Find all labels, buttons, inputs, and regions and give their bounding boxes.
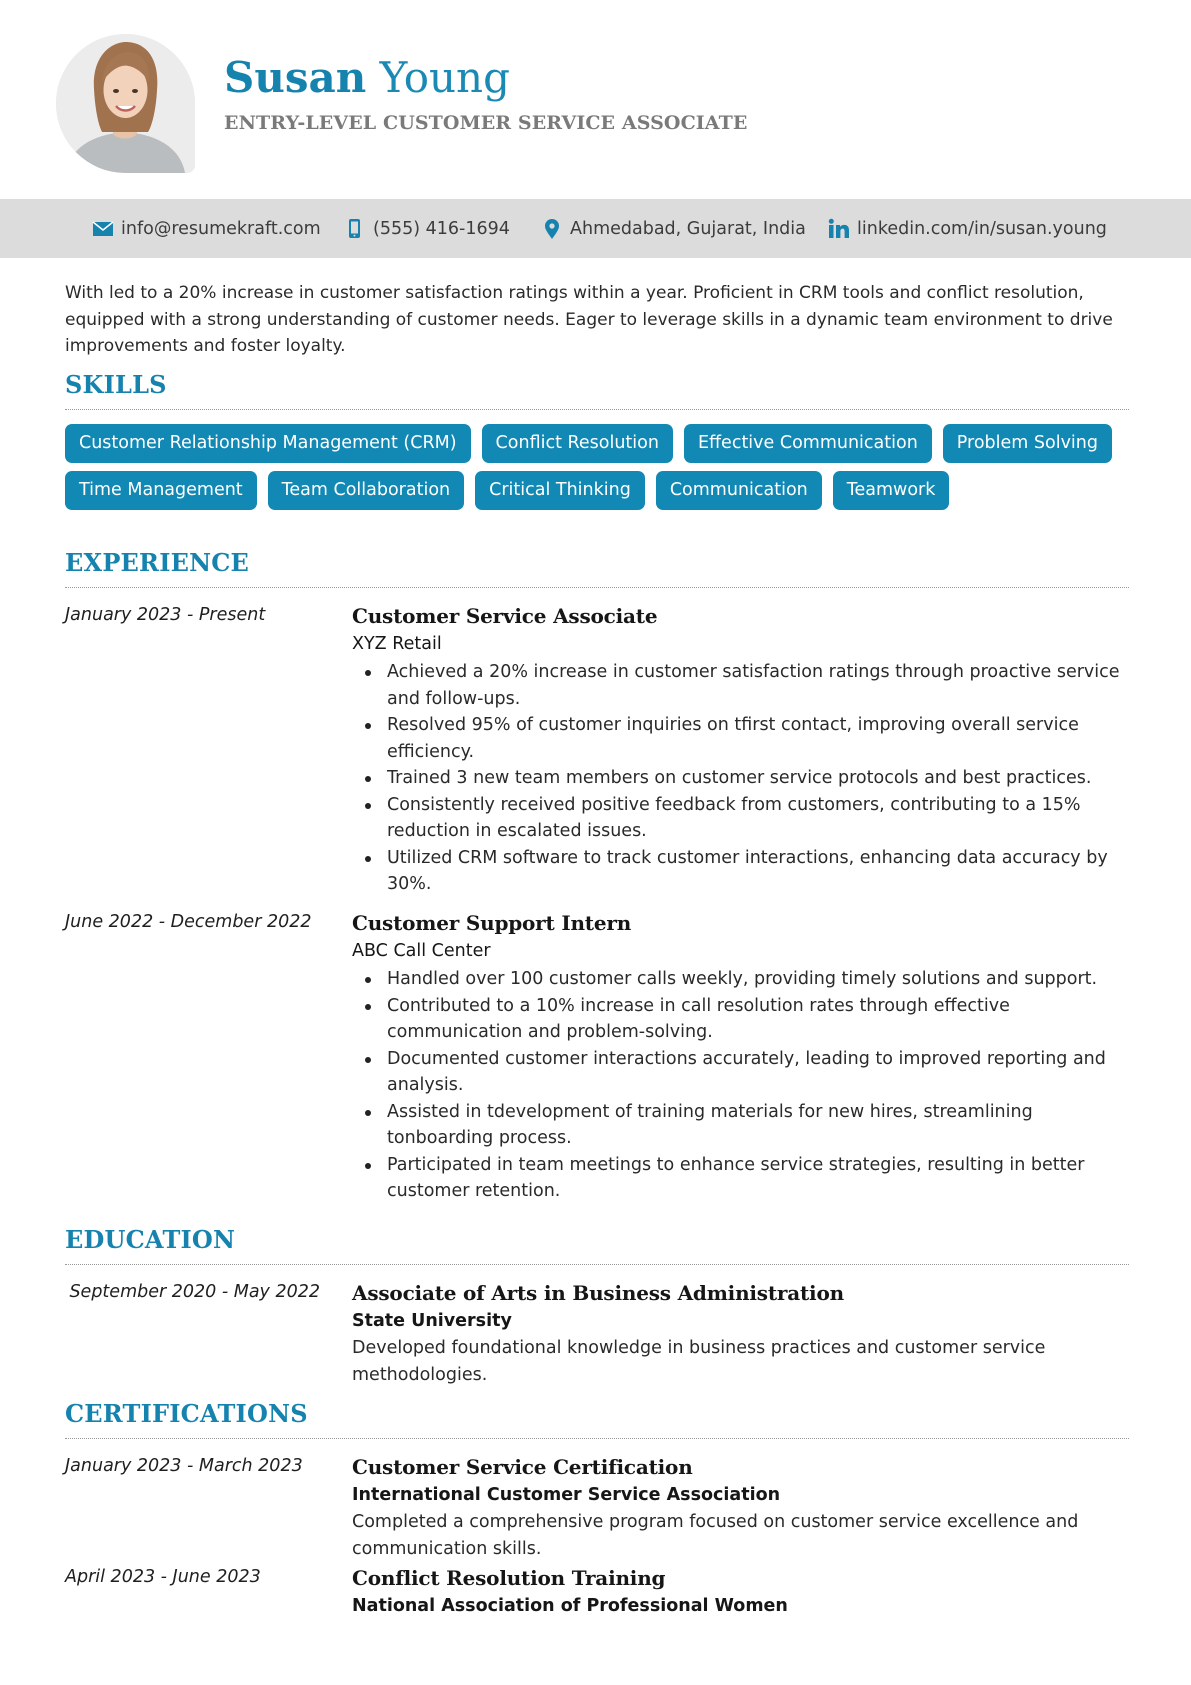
skill-chip: Problem Solving	[943, 424, 1112, 463]
achievement-item: Documented customer interactions accurately, leading to improved reporting and analysis.	[352, 1046, 1142, 1099]
achievement-item: Achieved a 20% increase in customer satisfaction ratings through proactive service and follow-ups.	[352, 659, 1142, 712]
company-name: XYZ Retail	[352, 634, 442, 654]
phone-text: (555) 416-1694	[373, 218, 510, 239]
job-title: ENTRY-LEVEL CUSTOMER SERVICE ASSOCIATE	[224, 112, 748, 134]
experience-divider	[65, 587, 1129, 588]
skills-list	[65, 424, 1145, 518]
entry-date: April 2023 - June 2023	[65, 1567, 261, 1587]
first-name: Susan	[224, 53, 367, 102]
entry-date: January 2023 - Present	[65, 605, 266, 625]
achievement-item: Participated in team meetings to enhance service strategies, resulting in better customer retention.	[352, 1152, 1142, 1205]
certification-name: Customer Service Certification	[352, 1455, 693, 1479]
skills-heading: SKILLS	[65, 370, 167, 399]
education-divider	[65, 1264, 1129, 1265]
contact-location	[541, 199, 806, 258]
entry-date: June 2022 - December 2022	[65, 912, 312, 932]
achievement-item: Trained 3 new team members on customer service protocols and best practices.	[352, 765, 1142, 792]
mobile-phone-icon	[344, 218, 366, 240]
certifications-divider	[65, 1438, 1129, 1439]
skills-divider	[65, 409, 1129, 410]
skill-chip: Effective Communication	[684, 424, 932, 463]
achievement-list	[352, 659, 1142, 898]
education-heading: EDUCATION	[65, 1225, 236, 1254]
skill-chip: Critical Thinking	[475, 471, 645, 510]
certification-issuer: National Association of Professional Women	[352, 1596, 788, 1616]
skills-row	[65, 471, 1145, 510]
skill-chip: Team Collaboration	[268, 471, 464, 510]
professional-summary: With led to a 20% increase in customer satisfaction ratings within a year. Proficient in CRM tools and conflict resolution, equipped with a strong understanding of customer needs. Eager to leverage skills in a dynamic team environment to drive improvements and foster loyalty.	[65, 283, 1113, 356]
entry-content	[352, 909, 1142, 1205]
entry-date: January 2023 - March 2023	[65, 1456, 303, 1476]
certification-issuer: International Customer Service Association	[352, 1485, 781, 1505]
entry-content	[352, 602, 1142, 898]
skill-chip: Time Management	[65, 471, 257, 510]
map-pin-icon	[541, 218, 563, 240]
contact-email[interactable]	[92, 199, 321, 258]
last-name: Young	[379, 53, 510, 102]
job-role: Customer Support Intern	[352, 911, 632, 935]
email-text: info@resumekraft.com	[121, 218, 321, 239]
job-role: Customer Service Associate	[352, 604, 658, 628]
certification-name: Conflict Resolution Training	[352, 1566, 666, 1590]
contact-linkedin[interactable]	[828, 199, 1107, 258]
contact-phone[interactable]	[344, 199, 510, 258]
school-name: State University	[352, 1311, 512, 1331]
contact-bar	[0, 199, 1191, 258]
achievement-item: Contributed to a 10% increase in call resolution rates through effective communication and problem-solving.	[352, 993, 1142, 1046]
profile-photo	[56, 34, 195, 173]
candidate-name	[224, 48, 510, 108]
skill-chip: Communication	[656, 471, 822, 510]
entry-date: September 2020 - May 2022	[69, 1282, 320, 1302]
skill-chip: Conflict Resolution	[482, 424, 673, 463]
experience-heading: EXPERIENCE	[65, 548, 250, 577]
skill-chip: Customer Relationship Management (CRM)	[65, 424, 471, 463]
skills-row	[65, 424, 1145, 463]
achievement-item: Utilized CRM software to track customer interactions, enhancing data accuracy by 30%.	[352, 845, 1142, 898]
achievement-list	[352, 966, 1142, 1205]
resume-header	[0, 0, 1191, 199]
envelope-icon	[92, 218, 114, 240]
achievement-item: Handled over 100 customer calls weekly, providing timely solutions and support.	[352, 966, 1142, 993]
certification-description: Completed a comprehensive program focused on customer service excellence and communication skills.	[352, 1512, 1079, 1559]
linkedin-text: linkedin.com/in/susan.young	[857, 218, 1107, 239]
entry-content	[352, 1453, 1142, 1562]
linkedin-icon	[828, 218, 850, 240]
achievement-item: Consistently received positive feedback from customers, contributing to a 15% reduction in escalated issues.	[352, 792, 1142, 845]
achievement-item: Resolved 95% of customer inquiries on tfirst contact, improving overall service efficiency.	[352, 712, 1142, 765]
degree-name: Associate of Arts in Business Administration	[352, 1281, 844, 1305]
company-name: ABC Call Center	[352, 941, 491, 961]
skill-chip: Teamwork	[833, 471, 950, 510]
entry-content	[352, 1279, 1142, 1388]
location-text: Ahmedabad, Gujarat, India	[570, 218, 806, 239]
achievement-item: Assisted in tdevelopment of training materials for new hires, streamlining tonboarding process.	[352, 1099, 1142, 1152]
certifications-heading: CERTIFICATIONS	[65, 1399, 308, 1428]
profile-photo-image	[56, 34, 195, 173]
entry-content	[352, 1564, 1142, 1620]
education-description: Developed foundational knowledge in business practices and customer service methodologies.	[352, 1338, 1046, 1385]
